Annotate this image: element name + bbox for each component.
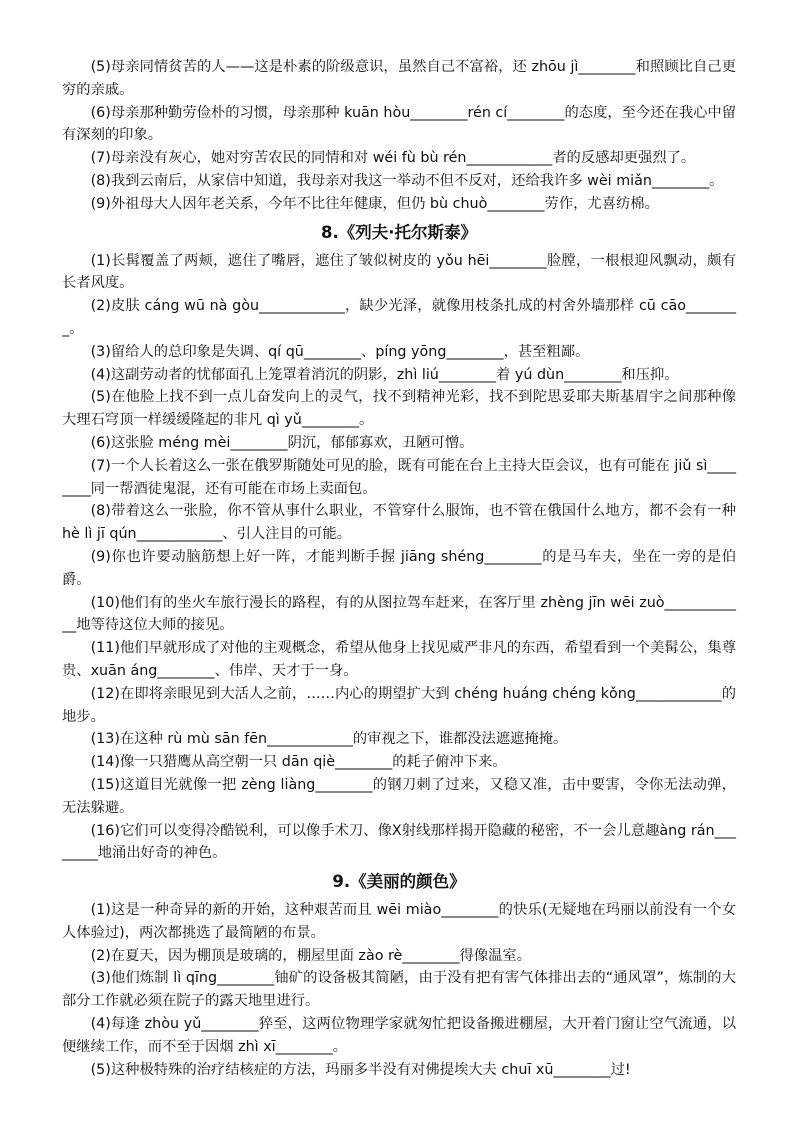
exercise-item: (5)在他脸上找不到一点儿奋发向上的灵气，找不到精神光彩，找不到陀思妥耶夫斯基眉宇之间那种像大理石穹顶一样缓缓隆起的非凡 qì yǔ________。	[62, 389, 736, 429]
exercise-item: (9)外祖母大人因年老关系，今年不比往年健康，但仍 bù chuò________劳作，尤喜纺棉。	[90, 195, 659, 212]
exercise-item: (6)这张脸 méng mèi________阴沉，郁郁寡欢，丑陋可憎。	[90, 434, 474, 451]
exercise-item: (16)它们可以变得冷酷锐利，可以像手术刀、像X射线那样揭开隐藏的秘密，不一会儿意趣àng rán________地涌出好奇的神色。	[62, 822, 736, 862]
exercise-item: (1)长髯覆盖了两颊，遮住了嘴唇，遮住了皱似树皮的 yǒu hēi________脸膛，一根根迎风飘动，颇有长者风度。	[62, 252, 736, 292]
exercise-item: (6)母亲那种勤劳俭朴的习惯，母亲那种 kuān hòu________rén cí________的态度，至今还在我心中留有深刻的印象。	[62, 104, 737, 144]
exercise-item: (8)我到云南后，从家信中知道，我母亲对我这一举动不但不反对，还给我许多 wèi miǎn________。	[90, 172, 724, 189]
exercise-item: (15)这道目光就像一把 zèng liàng________的钢刀刺了过来，又稳又准，击中要害，令你无法动弹，无法躲避。	[62, 776, 736, 816]
section-8-exercises	[62, 250, 736, 866]
exercise-item: (11)他们早就形成了对他的主观概念，希望从他身上找见威严非凡的东西，希望看到一个美髯公，集尊贵、xuān áng________、伟岸、天才于一身。	[62, 640, 736, 679]
exercise-item: (7)母亲没有灰心，她对穷苦农民的同情和对 wéi fù bù rén____________者的反感却更强烈了。	[90, 150, 696, 167]
exercise-item: (12)在即将亲眼见到大活人之前，……内心的期望扩大到 chéng huáng chéng kǒng____________的地步。	[62, 685, 736, 725]
exercise-item: (4)这副劳动者的忧郁面孔上笼罩着消沉的阴影，zhì liú________着 yú dùn________和压抑。	[90, 366, 679, 383]
exercise-item: (1)这是一种奇异的新的开始，这种艰苦而且 wēi miào________的快乐(无疑地在玛丽以前没有一个女人体验过)，两次都挑选了最简陋的布景。	[62, 902, 736, 941]
section-9-heading: 9.《美丽的颜色》	[332, 872, 466, 892]
exercise-item: (5)母亲同情贫苦的人——这是朴素的阶级意识，虽然自己不富裕，还 zhōu jì________和照顾比自己更穷的亲戚。	[62, 59, 736, 98]
exercise-item: (10)他们有的坐火车旅行漫长的路程，有的从图拉驾车赶来，在客厅里 zhèng jīn wēi zuò____________地等待这位大师的接见。	[62, 594, 736, 634]
section-7-exercises	[62, 56, 736, 216]
exercise-item: (14)像一只猎鹰从高空朝一只 dān qiè________的耗子俯冲下来。	[90, 754, 507, 771]
exercise-item: (3)他们炼制 lì qīng________铀矿的设备极其简陋，由于没有把有害气体排出去的“通风罩”，炼制的大部分工作就必须在院子的露天地里进行。	[62, 970, 736, 1010]
exercise-item: (13)在这种 rù mù sān fēn____________的审视之下，谁都没法遮遮掩掩。	[90, 731, 568, 748]
exercise-item: (5)这种极特殊的治疗结核症的方法，玛丽多半没有对佛提埃大夫 chuī xū________过!	[90, 1061, 631, 1078]
exercise-item: (2)在夏天，因为棚顶是玻璃的，棚屋里面 zào rè________得像温室。	[90, 947, 532, 964]
section-9-exercises	[62, 899, 736, 1081]
exercise-item: (9)你也许要动脑筋想上好一阵，才能判断手握 jiāng shéng________的是马车夫，坐在一旁的是伯爵。	[62, 548, 736, 588]
exercise-item: (8)带着这么一张脸，你不管从事什么职业，不管穿什么服饰，也不管在俄国什么地方，都不会有一种 hè lì jī qún____________、引人注目的可能。	[62, 503, 736, 543]
section-8-heading: 8.《列夫·托尔斯泰》	[320, 222, 478, 242]
exercise-item: (2)皮肤 cáng wū nà gòu____________，缺少光泽，就像用枝条扎成的村舍外墙那样 cū cāo________。	[62, 298, 736, 337]
exercise-item: (3)留给人的总印象是失调、qí qū________、píng yōng________，甚至粗鄙。	[90, 343, 590, 360]
exercise-item: (7)一个人长着这么一张在俄罗斯随处可见的脸，既有可能在台上主持大臣会议，也有可能在 jiǔ sì________同一帮酒徒鬼混，还有可能在市场上卖面包。	[62, 457, 736, 497]
exercise-item: (4)每逢 zhòu yǔ________猝至，这两位物理学家就匆忙把设备搬进棚屋，大开着门窗让空气流通，以便继续工作，而不至于因烟 zhì xī________。	[62, 1016, 736, 1055]
